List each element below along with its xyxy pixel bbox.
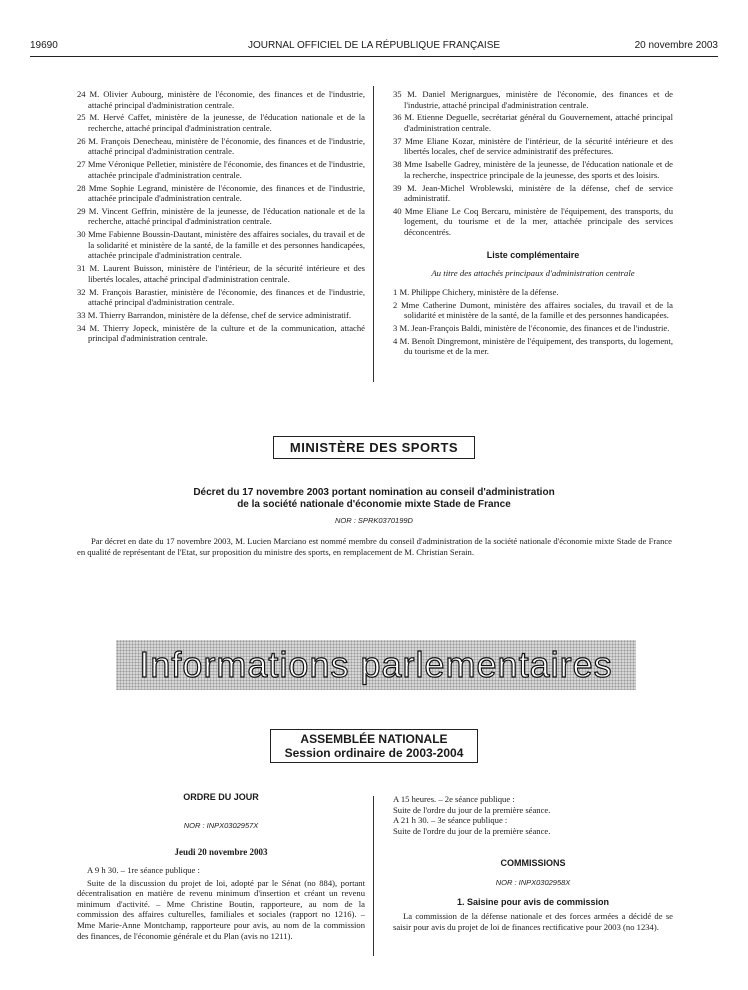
list-item: 39 M. Jean-Michel Wroblewski, ministère de la défense, chef de service administratif.: [393, 182, 673, 204]
decree-title: [60, 487, 688, 510]
list-item: 35 M. Daniel Merignargues, ministère de l'économie, des finances et de l'industrie, attaché principal d'administration centrale.: [393, 89, 673, 110]
commissions-body: La commission de la défense nationale et des forces armées a décidé de se saisir pour avis du projet de loi de finances rectificative pour 2003 (no 1234).: [393, 911, 673, 932]
list-item: 33 M. Thierry Barrandon, ministère de la défense, chef de service administratif.: [77, 309, 352, 320]
decree-title-line-2: de la société nationale d'économie mixte Stade de France: [237, 498, 511, 510]
list-item: 27 Mme Véronique Pelletier, ministère de l'économie, des finances et de l'industrie, attachée principale d'administration centrale.: [77, 159, 365, 180]
informations-parlementaires-banner: [116, 640, 636, 690]
ministry-title: MINISTÈRE DES SPORTS: [273, 436, 475, 459]
list-item: 2 Mme Catherine Dumont, ministère des affaires sociales, du travail et de la solidarité et ministère de la santé, de la famille et des personnes handicapées.: [393, 299, 673, 321]
decree-body: Par décret en date du 17 novembre 2003, M. Lucien Marciano est nommé membre du conseil d'administration de la société nationale d'économie mixte Stade de France en qualité de représentant de l'Etat, sur proposition du ministre des sports, en remplacement de M. Christian Serain.: [77, 536, 672, 557]
page-number: 19690: [30, 40, 58, 51]
issue-date: 20 novembre 2003: [634, 40, 718, 51]
list-item: 30 Mme Fabienne Boussin-Dautant, ministère des affaires sociales, du travail et de la solidarité et ministère de la santé, de la famille et des personnes handicapées, attachée principale d'administration centrale.: [77, 229, 365, 261]
assembly-session: Session ordinaire de 2003-2004: [284, 746, 464, 760]
decree-nor: NOR : SPRK0370199D: [335, 516, 413, 525]
list-item: 36 M. Etienne Deguelle, secrétariat général du Gouvernement, attaché principal d'administration centrale.: [393, 112, 673, 133]
list-item: 38 Mme Isabelle Gadrey, ministère de la jeunesse, de l'éducation nationale et de la recherche, inspectrice principale de la jeunesse, des sports et des loisirs.: [393, 159, 673, 180]
agenda-nor: NOR : INPX0302957X: [183, 821, 259, 830]
commissions-heading: 1. Saisine pour avis de commission: [456, 897, 610, 908]
list-item: 24 M. Olivier Aubourg, ministère de l'économie, des finances et de l'industrie, attaché principal d'administration centrale.: [77, 89, 365, 110]
column-divider: [373, 86, 374, 382]
agenda-session-2: A 15 heures. – 2e séance publique :: [393, 794, 515, 804]
agenda-session-1: A 9 h 30. – 1re séance publique :: [87, 865, 200, 875]
list-item: 31 M. Laurent Buisson, ministère de l'intérieur, de la sécurité intérieure et des libertés locales, attaché principal d'administration centrale.: [77, 263, 365, 284]
commissions-nor: NOR : INPX0302958X: [495, 878, 571, 888]
agenda-session-2-body: Suite de l'ordre du jour de la première séance.: [393, 804, 551, 815]
list-item: 40 Mme Eliane Le Coq Bercaru, ministère de l'équipement, des transports, du logement, du tourisme et de la mer, attachée principale des services déconcentrés.: [393, 205, 673, 238]
agenda-session-1-body: Suite de la discussion du projet de loi, adopté par le Sénat (no 884), portant décentralisation en matière de revenu minimum d'insertion et créant un revenu minimum d'activité. – Mme Christine Boutin, rapporteure, au nom de la commission des affaires culturelles, familiales et sociales (rapport no 1216). – Mme Marie-Anne Montchamp, rapporteure pour avis, au nom de la commission des finances, de l'économie générale et du Plan (avis no 1211).: [77, 877, 365, 941]
list-item: 28 Mme Sophie Legrand, ministère de l'économie, des finances et de l'industrie, attachée principale d'administration centrale.: [77, 182, 365, 204]
column-divider-2: [373, 796, 374, 956]
list-item: 4 M. Benoît Dingremont, ministère de l'équipement, des transports, du logement, du tourisme et de la mer.: [393, 335, 673, 357]
header-rule: [30, 56, 718, 57]
sessions-column: [393, 794, 673, 933]
list-item: 34 M. Thierry Jopeck, ministère de la culture et de la communication, attaché principal d'administration centrale.: [77, 322, 365, 344]
right-column: [393, 89, 673, 359]
list-item: 3 M. Jean-François Baldi, ministère de l'économie, des finances et de l'industrie.: [393, 323, 670, 333]
list-item: 37 Mme Eliane Kozar, ministère de l'intérieur, de la sécurité intérieure et des libertés locales, chef de service administratif des préfectures.: [393, 135, 673, 157]
agenda-column: [77, 792, 365, 941]
agenda-session-3-body: Suite de l'ordre du jour de la première séance.: [393, 825, 551, 836]
assembly-box-wrap: [0, 729, 748, 763]
list-item: 32 M. François Barastier, ministère de l'économie, des finances et de l'industrie, attaché principal d'administration centrale.: [77, 286, 365, 308]
list-item: 25 M. Hervé Caffet, ministère de la jeunesse, de l'éducation nationale et de la recherche, attaché principal d'administration centrale.: [77, 112, 365, 133]
assembly-title: ASSEMBLÉE NATIONALE: [300, 732, 448, 746]
assembly-box: [270, 729, 479, 763]
ministry-box-wrap: [0, 436, 748, 459]
complementary-list-subtitle: Au titre des attachés principaux d'administration centrale: [431, 268, 635, 279]
list-item: 26 M. François Denecheau, ministère de l'économie, des finances et de l'industrie, attaché principal d'administration centrale.: [77, 135, 365, 157]
commissions-title: COMMISSIONS: [500, 858, 566, 869]
page-header: [30, 38, 718, 54]
decree-title-line-1: Décret du 17 novembre 2003 portant nomination au conseil d'administration: [193, 487, 555, 498]
list-item: 29 M. Vincent Geffrin, ministère de la jeunesse, de l'éducation nationale et de la recherche, attaché principal d'administration centrale.: [77, 205, 365, 227]
agenda-title: ORDRE DU JOUR: [183, 792, 259, 802]
banner-title: Informations parlementaires: [139, 644, 613, 685]
complementary-list-title: Liste complémentaire: [486, 249, 580, 260]
left-column: [77, 89, 365, 346]
journal-title: JOURNAL OFFICIEL DE LA RÉPUBLIQUE FRANÇAISE: [247, 40, 501, 51]
list-item: 1 M. Philippe Chichery, ministère de la défense.: [393, 286, 559, 297]
agenda-date: Jeudi 20 novembre 2003: [174, 847, 268, 857]
agenda-session-3: A 21 h 30. – 3e séance publique :: [393, 815, 508, 826]
